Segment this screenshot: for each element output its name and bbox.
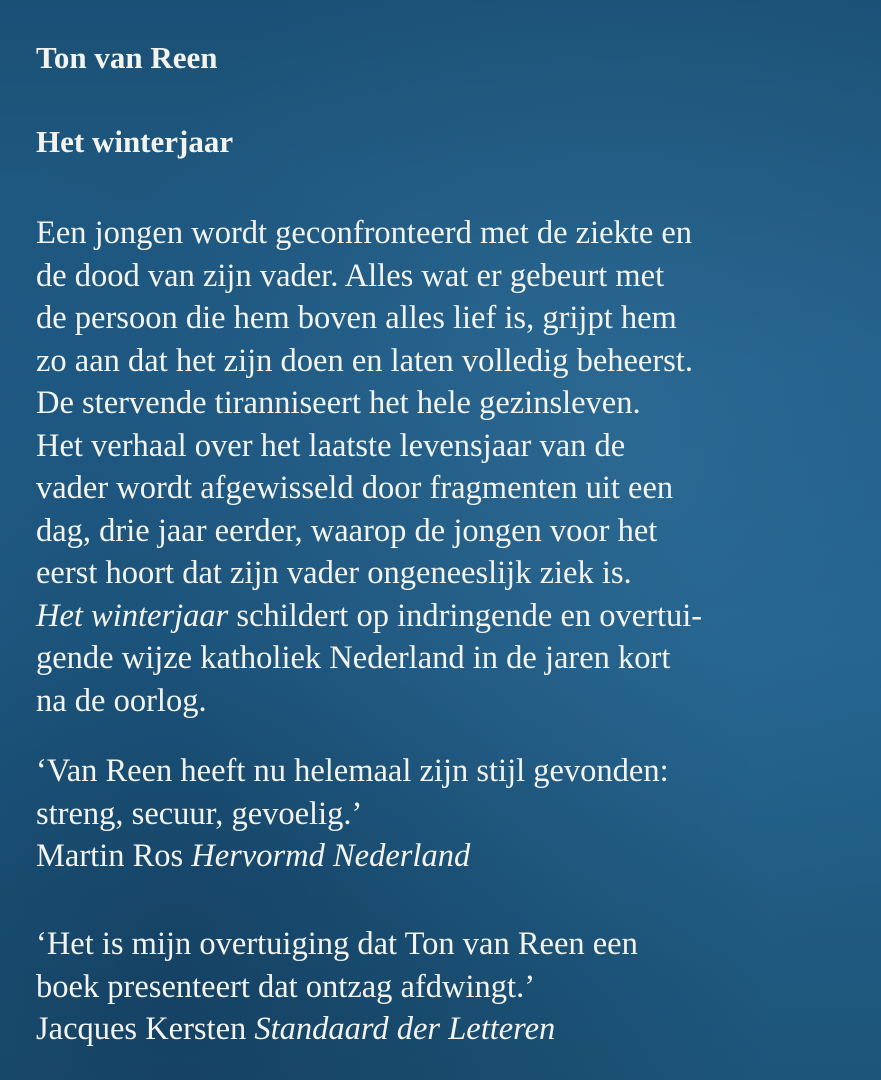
critic-name: Martin Ros xyxy=(36,838,192,874)
quote-line: boek presenteert dat ontzag afdwingt.’ xyxy=(36,968,536,1005)
quote-attribution xyxy=(36,1008,876,1051)
review-quote xyxy=(36,750,876,878)
blurb-line-rest: schildert op indringende en overtui- xyxy=(228,597,703,634)
publication-name: Standaard der Letteren xyxy=(254,1011,556,1047)
author-name: Ton van Reen xyxy=(36,40,218,75)
blurb-italic-title: Het winterjaar xyxy=(36,597,229,634)
blurb-line: dag, drie jaar eerder, waarop de jongen voor het xyxy=(36,512,658,549)
quote-attribution xyxy=(36,835,876,878)
review-quote xyxy=(36,923,876,1051)
blurb-line: vader wordt afgewisseld door fragmenten uit een xyxy=(36,470,674,506)
book-title: Het winterjaar xyxy=(36,124,234,159)
publication-name: Hervormd Nederland xyxy=(191,838,471,874)
blurb-line: na de oorlog. xyxy=(36,682,207,719)
blurb-line: Een jongen wordt geconfronteerd met de ziekte en xyxy=(36,215,693,251)
critic-name: Jacques Kersten xyxy=(36,1011,255,1047)
blurb-line: de persoon die hem boven alles lief is, grijpt hem xyxy=(36,300,677,336)
quote-line: ‘Het is mijn overtuiging dat Ton van Reen een xyxy=(36,926,638,962)
quote-line: streng, secuur, gevoelig.’ xyxy=(36,795,363,832)
blurb-line: de dood van zijn vader. Alles wat er gebeurt met xyxy=(36,257,665,294)
quote-line: ‘Van Reen heeft nu helemaal zijn stijl gevonden: xyxy=(36,753,669,789)
blurb-line: Het verhaal over het laatste levensjaar van de xyxy=(36,427,626,464)
blurb-line: De stervende tiranniseert het hele gezinsleven. xyxy=(36,385,641,421)
blurb xyxy=(36,212,876,722)
blurb-line: gende wijze katholiek Nederland in de jaren kort xyxy=(36,640,671,676)
blurb-line: zo aan dat het zijn doen en laten volledig beheerst. xyxy=(36,342,693,379)
blurb-line xyxy=(36,595,876,638)
blurb-line: eerst hoort dat zijn vader ongeneeslijk ziek is. xyxy=(36,555,632,591)
